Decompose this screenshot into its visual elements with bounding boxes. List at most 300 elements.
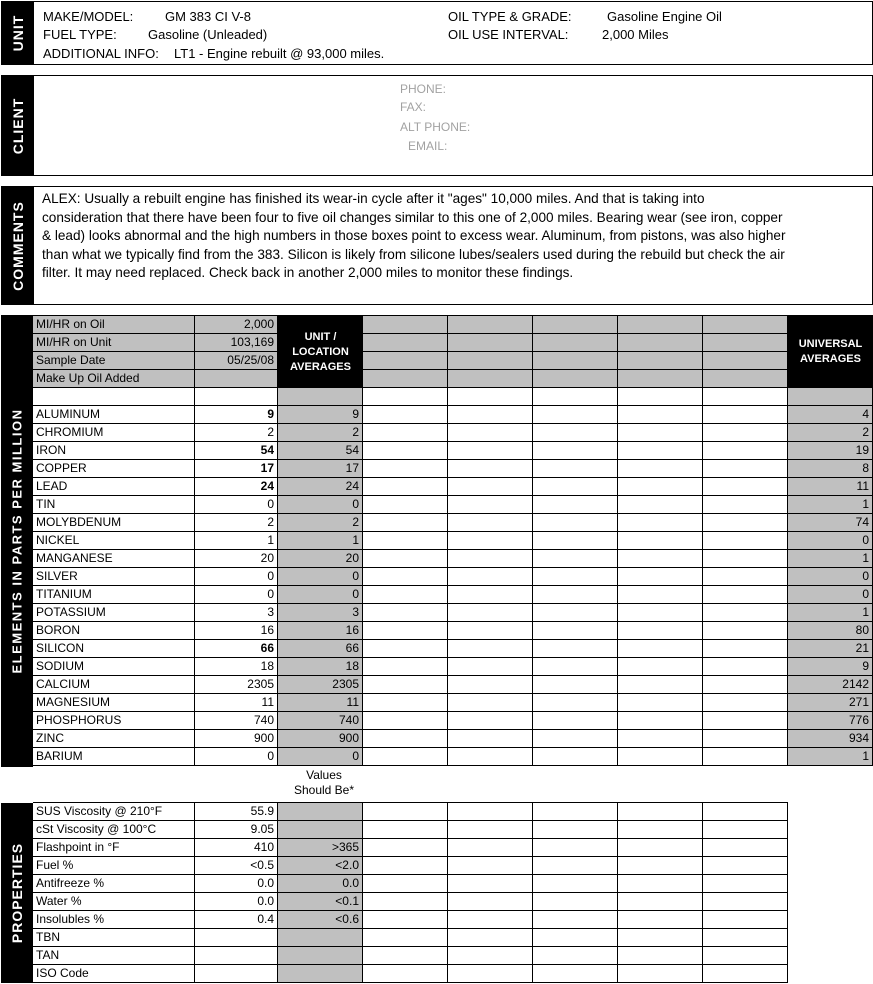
element-unit-avg-cell: 3 (278, 604, 363, 622)
history-cell (363, 550, 448, 568)
element-unit-avg-cell: 66 (278, 640, 363, 658)
property-should-be-cell: 0.0 (278, 875, 363, 893)
history-cell (448, 406, 533, 424)
history-cell (703, 460, 788, 478)
client-section (1, 75, 873, 176)
history-cell (448, 532, 533, 550)
history-cell (533, 478, 618, 496)
universal-blank-cell (788, 388, 873, 406)
comments-section (1, 186, 873, 305)
element-name-cell: TITANIUM (33, 586, 195, 604)
meta-value-cell: 2,000 (195, 316, 278, 334)
history-cell (618, 839, 703, 857)
history-cell (363, 730, 448, 748)
history-cell (703, 640, 788, 658)
history-cell (533, 929, 618, 947)
history-cell (448, 460, 533, 478)
meta-label-cell: Make Up Oil Added (33, 370, 195, 388)
history-cell (448, 568, 533, 586)
history-cell (363, 965, 448, 983)
property-name-cell: Antifreeze % (33, 875, 195, 893)
element-unit-avg-cell: 20 (278, 550, 363, 568)
property-sample-cell (195, 929, 278, 947)
history-cell (703, 334, 788, 352)
history-cell (618, 730, 703, 748)
history-cell (363, 929, 448, 947)
history-cell (448, 730, 533, 748)
history-cell (533, 388, 618, 406)
history-cell (703, 748, 788, 766)
element-sample-cell: 0 (195, 496, 278, 514)
history-cell (363, 388, 448, 406)
history-cell (703, 947, 788, 965)
history-cell (618, 965, 703, 983)
history-cell (533, 875, 618, 893)
history-cell (703, 694, 788, 712)
history-cell (533, 676, 618, 694)
element-universal-cell: 2142 (788, 676, 873, 694)
history-cell (618, 857, 703, 875)
history-cell (448, 929, 533, 947)
element-sample-cell: 16 (195, 622, 278, 640)
element-universal-cell: 1 (788, 496, 873, 514)
history-cell (363, 532, 448, 550)
element-name-cell: ZINC (33, 730, 195, 748)
history-cell (618, 334, 703, 352)
properties-sidebar (1, 803, 33, 983)
history-cell (363, 406, 448, 424)
element-name-cell: POTASSIUM (33, 604, 195, 622)
property-name-cell: SUS Viscosity @ 210°F (33, 803, 195, 821)
oil-interval-label: OIL USE INTERVAL: (448, 27, 569, 42)
element-name-cell: CALCIUM (33, 676, 195, 694)
elements-section-label: ELEMENTS IN PARTS PER MILLION (9, 408, 25, 674)
history-cell (448, 694, 533, 712)
history-cell (533, 658, 618, 676)
elements-sidebar (1, 315, 33, 767)
oil-type-label: OIL TYPE & GRADE: (448, 9, 572, 24)
element-unit-avg-cell: 0 (278, 748, 363, 766)
property-should-be-cell (278, 803, 363, 821)
history-cell (448, 496, 533, 514)
history-cell (618, 406, 703, 424)
history-cell (448, 316, 533, 334)
history-cell (533, 821, 618, 839)
history-cell (448, 911, 533, 929)
element-unit-avg-cell: 17 (278, 460, 363, 478)
history-cell (618, 496, 703, 514)
element-unit-avg-cell: 0 (278, 586, 363, 604)
history-cell (363, 821, 448, 839)
history-cell (533, 911, 618, 929)
history-cell (363, 496, 448, 514)
element-unit-avg-cell: 9 (278, 406, 363, 424)
history-cell (533, 712, 618, 730)
client-section-label: CLIENT (10, 97, 26, 154)
element-sample-cell: 18 (195, 658, 278, 676)
element-sample-cell: 11 (195, 694, 278, 712)
history-cell (448, 334, 533, 352)
element-unit-avg-cell: 2 (278, 424, 363, 442)
alt-phone-label: ALT PHONE: (400, 120, 471, 134)
element-universal-cell: 0 (788, 532, 873, 550)
history-cell (533, 424, 618, 442)
history-cell (703, 586, 788, 604)
history-cell (533, 694, 618, 712)
history-cell (618, 460, 703, 478)
history-cell (533, 857, 618, 875)
history-cell (363, 803, 448, 821)
history-cell (703, 821, 788, 839)
history-cell (618, 712, 703, 730)
history-cell (363, 694, 448, 712)
fax-label: FAX: (400, 100, 427, 114)
history-cell (448, 712, 533, 730)
element-unit-avg-cell: 16 (278, 622, 363, 640)
history-cell (363, 424, 448, 442)
history-cell (448, 965, 533, 983)
history-cell (448, 748, 533, 766)
history-cell (533, 442, 618, 460)
property-sample-cell (195, 965, 278, 983)
history-cell (618, 370, 703, 388)
history-cell (703, 352, 788, 370)
element-name-cell: PHOSPHORUS (33, 712, 195, 730)
element-sample-cell: 66 (195, 640, 278, 658)
history-cell (533, 532, 618, 550)
history-cell (618, 947, 703, 965)
values-should-be-note: Values Should Be* (293, 768, 355, 797)
history-cell (363, 893, 448, 911)
history-cell (533, 947, 618, 965)
history-cell (703, 929, 788, 947)
element-sample-cell: 2305 (195, 676, 278, 694)
meta-value-cell (195, 388, 278, 406)
property-sample-cell: 0.0 (195, 875, 278, 893)
history-cell (703, 622, 788, 640)
history-cell (533, 406, 618, 424)
history-cell (533, 622, 618, 640)
history-cell (618, 352, 703, 370)
history-cell (703, 478, 788, 496)
element-universal-cell: 8 (788, 460, 873, 478)
property-should-be-cell: <0.1 (278, 893, 363, 911)
history-cell (448, 586, 533, 604)
history-cell (363, 640, 448, 658)
element-universal-cell: 934 (788, 730, 873, 748)
property-sample-cell: 9.05 (195, 821, 278, 839)
property-sample-cell: 0.4 (195, 911, 278, 929)
property-name-cell: TBN (33, 929, 195, 947)
history-cell (448, 388, 533, 406)
history-cell (363, 658, 448, 676)
element-name-cell: IRON (33, 442, 195, 460)
history-cell (703, 730, 788, 748)
history-cell (533, 965, 618, 983)
element-unit-avg-cell: 0 (278, 496, 363, 514)
history-cell (703, 442, 788, 460)
oil-type-value: Gasoline Engine Oil (607, 9, 722, 24)
history-cell (448, 839, 533, 857)
history-cell (533, 460, 618, 478)
unit-section-label: UNIT (10, 14, 26, 52)
element-name-cell: BARIUM (33, 748, 195, 766)
element-name-cell: ALUMINUM (33, 406, 195, 424)
history-cell (448, 514, 533, 532)
unit-section (1, 1, 873, 65)
element-name-cell: SODIUM (33, 658, 195, 676)
unit-avg-blank-cell (278, 388, 363, 406)
property-should-be-cell: >365 (278, 839, 363, 857)
element-name-cell: MANGANESE (33, 550, 195, 568)
element-sample-cell: 0 (195, 748, 278, 766)
element-name-cell: SILVER (33, 568, 195, 586)
history-cell (448, 893, 533, 911)
history-cell (448, 947, 533, 965)
history-cell (618, 893, 703, 911)
fuel-type-label: FUEL TYPE: (43, 27, 117, 42)
additional-info-value: LT1 - Engine rebuilt @ 93,000 miles. (174, 46, 385, 61)
history-cell (363, 316, 448, 334)
property-sample-cell: <0.5 (195, 857, 278, 875)
element-universal-cell: 21 (788, 640, 873, 658)
property-name-cell: TAN (33, 947, 195, 965)
history-cell (533, 604, 618, 622)
element-universal-cell: 0 (788, 586, 873, 604)
element-sample-cell: 3 (195, 604, 278, 622)
unit-location-averages-header: UNIT / LOCATION AVERAGES (278, 316, 363, 388)
history-cell (618, 478, 703, 496)
history-cell (703, 839, 788, 857)
element-sample-cell: 9 (195, 406, 278, 424)
element-name-cell: NICKEL (33, 532, 195, 550)
element-name-cell: CHROMIUM (33, 424, 195, 442)
history-cell (363, 875, 448, 893)
unit-sidebar (2, 2, 34, 64)
history-cell (618, 388, 703, 406)
element-sample-cell: 740 (195, 712, 278, 730)
history-cell (618, 658, 703, 676)
history-cell (533, 514, 618, 532)
history-cell (703, 857, 788, 875)
history-cell (533, 839, 618, 857)
history-cell (703, 406, 788, 424)
history-cell (533, 640, 618, 658)
history-cell (363, 442, 448, 460)
element-unit-avg-cell: 18 (278, 658, 363, 676)
history-cell (703, 604, 788, 622)
history-cell (618, 929, 703, 947)
history-cell (363, 586, 448, 604)
element-universal-cell: 11 (788, 478, 873, 496)
property-should-be-cell (278, 821, 363, 839)
property-name-cell: Insolubles % (33, 911, 195, 929)
history-cell (448, 640, 533, 658)
history-cell (363, 370, 448, 388)
phone-label: PHONE: (400, 82, 447, 96)
element-sample-cell: 20 (195, 550, 278, 568)
element-universal-cell: 1 (788, 550, 873, 568)
meta-value-cell: 103,169 (195, 334, 278, 352)
history-cell (448, 604, 533, 622)
property-sample-cell: 55.9 (195, 803, 278, 821)
history-cell (363, 622, 448, 640)
history-cell (533, 316, 618, 334)
comment-text: ALEX: Usually a rebuilt engine has finished its wear-in cycle after it "ages" 10,000 miles. And that is taking into consideration that there have been four to five oil changes similar to this one of 2,000 miles. Bearing wear (see iron, copper & lead) looks abnormal and the high numbers in those boxes point to excess wear. Aluminum, from pistons, was also higher than what we typically find from the 383. Silicon is likely from silicone lubes/sealers used during the rebuild but check the air filter. It may need replaced. Check back in another 2,000 miles to monitor these findings. (42, 191, 786, 281)
history-cell (618, 803, 703, 821)
history-cell (703, 496, 788, 514)
history-cell (703, 875, 788, 893)
element-universal-cell: 1 (788, 604, 873, 622)
history-cell (618, 911, 703, 929)
history-cell (618, 442, 703, 460)
property-name-cell: Flashpoint in °F (33, 839, 195, 857)
history-cell (703, 803, 788, 821)
element-sample-cell: 0 (195, 586, 278, 604)
history-cell (618, 875, 703, 893)
comments-sidebar (2, 187, 34, 304)
element-sample-cell: 0 (195, 568, 278, 586)
element-sample-cell: 2 (195, 514, 278, 532)
history-cell (363, 676, 448, 694)
make-model-label: MAKE/MODEL: (43, 9, 134, 24)
element-unit-avg-cell: 740 (278, 712, 363, 730)
history-cell (448, 658, 533, 676)
history-cell (448, 821, 533, 839)
property-should-be-cell: <2.0 (278, 857, 363, 875)
history-cell (448, 424, 533, 442)
history-cell (703, 965, 788, 983)
history-cell (618, 532, 703, 550)
history-cell (533, 586, 618, 604)
element-name-cell: TIN (33, 496, 195, 514)
element-name-cell: COPPER (33, 460, 195, 478)
history-cell (448, 478, 533, 496)
element-universal-cell: 4 (788, 406, 873, 424)
history-cell (363, 334, 448, 352)
history-cell (533, 803, 618, 821)
history-cell (618, 694, 703, 712)
make-model-value: GM 383 CI V-8 (165, 9, 251, 24)
history-cell (703, 370, 788, 388)
history-cell (618, 586, 703, 604)
element-sample-cell: 54 (195, 442, 278, 460)
history-cell (703, 514, 788, 532)
history-cell (363, 478, 448, 496)
history-cell (618, 748, 703, 766)
history-cell (618, 622, 703, 640)
element-unit-avg-cell: 1 (278, 532, 363, 550)
meta-value-cell: 05/25/08 (195, 352, 278, 370)
meta-label-cell (33, 388, 195, 406)
element-name-cell: SILICON (33, 640, 195, 658)
history-cell (703, 388, 788, 406)
element-name-cell: MOLYBDENUM (33, 514, 195, 532)
history-cell (618, 821, 703, 839)
history-cell (618, 676, 703, 694)
history-cell (448, 370, 533, 388)
history-cell (363, 568, 448, 586)
history-cell (618, 568, 703, 586)
history-cell (533, 334, 618, 352)
element-universal-cell: 0 (788, 568, 873, 586)
history-cell (618, 550, 703, 568)
history-cell (448, 875, 533, 893)
element-universal-cell: 80 (788, 622, 873, 640)
property-sample-cell: 410 (195, 839, 278, 857)
history-cell (448, 352, 533, 370)
element-sample-cell: 1 (195, 532, 278, 550)
history-cell (618, 640, 703, 658)
element-unit-avg-cell: 54 (278, 442, 363, 460)
property-should-be-cell (278, 929, 363, 947)
history-cell (703, 424, 788, 442)
client-sidebar (2, 76, 34, 175)
history-cell (448, 857, 533, 875)
history-cell (618, 424, 703, 442)
history-cell (363, 911, 448, 929)
universal-averages-header: UNIVERSAL AVERAGES (788, 316, 873, 388)
element-sample-cell: 24 (195, 478, 278, 496)
history-cell (363, 748, 448, 766)
meta-label-cell: MI/HR on Oil (33, 316, 195, 334)
element-unit-avg-cell: 2 (278, 514, 363, 532)
history-cell (363, 712, 448, 730)
property-name-cell: Water % (33, 893, 195, 911)
history-cell (703, 676, 788, 694)
history-cell (533, 550, 618, 568)
history-cell (533, 730, 618, 748)
history-cell (618, 514, 703, 532)
history-cell (533, 568, 618, 586)
element-unit-avg-cell: 24 (278, 478, 363, 496)
element-sample-cell: 900 (195, 730, 278, 748)
oil-interval-value: 2,000 Miles (602, 27, 669, 42)
history-cell (363, 514, 448, 532)
history-cell (363, 352, 448, 370)
history-cell (618, 316, 703, 334)
element-unit-avg-cell: 900 (278, 730, 363, 748)
history-cell (533, 352, 618, 370)
property-should-be-cell: <0.6 (278, 911, 363, 929)
history-cell (448, 803, 533, 821)
meta-value-cell (195, 370, 278, 388)
property-should-be-cell (278, 965, 363, 983)
history-cell (703, 532, 788, 550)
property-should-be-cell (278, 947, 363, 965)
history-cell (533, 370, 618, 388)
history-cell (533, 496, 618, 514)
meta-label-cell: MI/HR on Unit (33, 334, 195, 352)
history-cell (533, 748, 618, 766)
history-cell (448, 676, 533, 694)
history-cell (703, 658, 788, 676)
history-cell (448, 550, 533, 568)
properties-section-label: PROPERTIES (9, 842, 25, 944)
history-cell (363, 857, 448, 875)
property-sample-cell: 0.0 (195, 893, 278, 911)
fuel-type-value: Gasoline (Unleaded) (148, 27, 268, 42)
history-cell (363, 460, 448, 478)
history-cell (703, 893, 788, 911)
element-universal-cell: 19 (788, 442, 873, 460)
property-name-cell: Fuel % (33, 857, 195, 875)
history-cell (363, 839, 448, 857)
history-cell (703, 911, 788, 929)
property-sample-cell (195, 947, 278, 965)
history-cell (533, 893, 618, 911)
history-cell (363, 604, 448, 622)
